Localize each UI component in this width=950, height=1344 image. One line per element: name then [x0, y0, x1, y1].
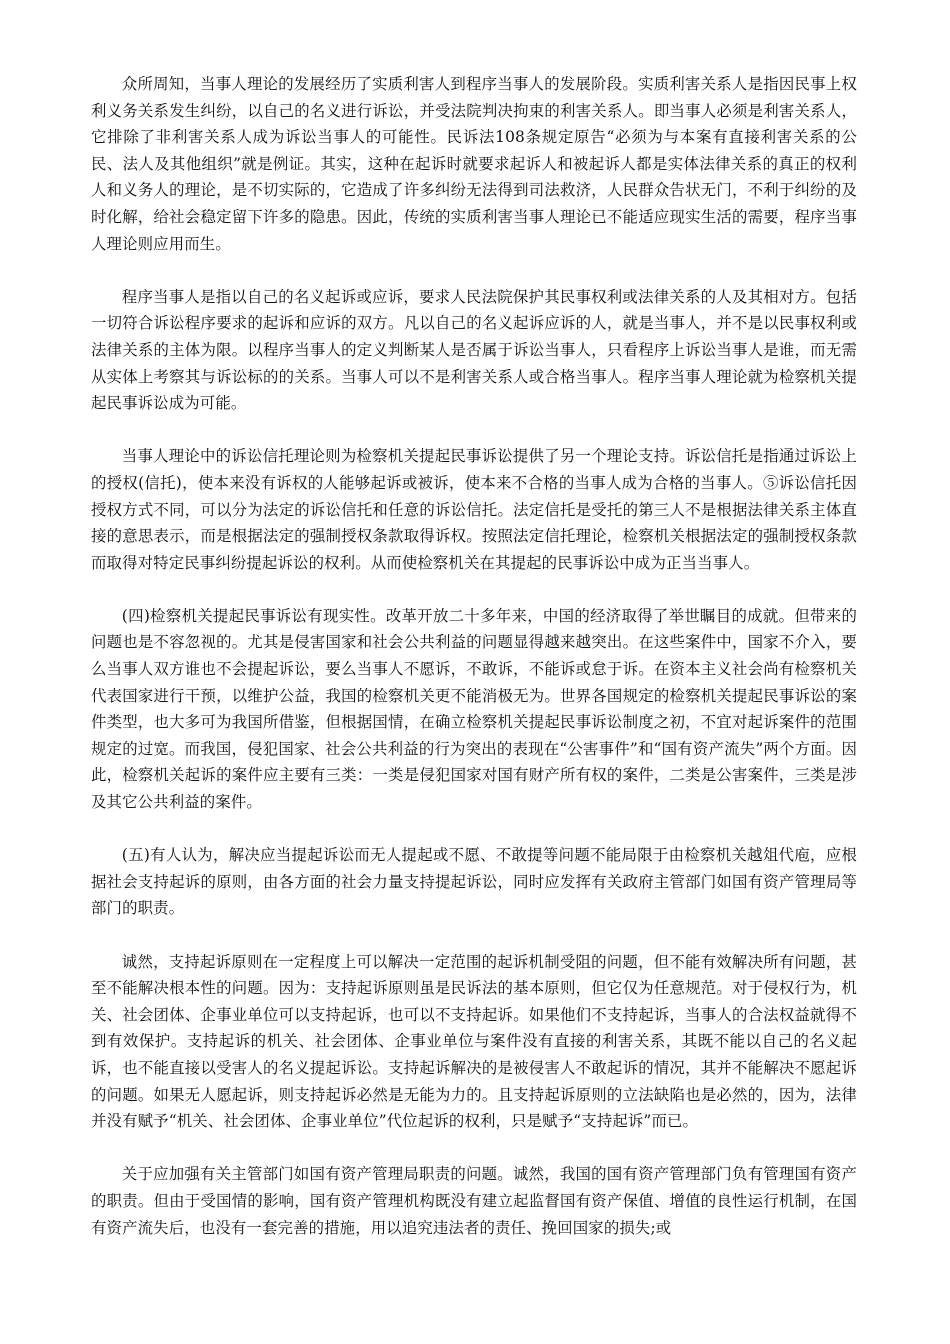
paragraph-7: 关于应加强有关主管部门如国有资产管理局职责的问题。诚然，我国的国有资产管理部门负有管理国有资产的职责。但由于受国情的影响，国有资产管理机构既没有建立起监督国有资产保值、增值的良性运行机制，在国有资产流失后，也没有一套完善的措施，用以追究违法者的责任、挽回国家的损失;或 [91, 1165, 857, 1237]
paragraph-4: (四)检察机关提起民事诉讼有现实性。改革开放二十多年来，中国的经济取得了举世瞩目的成就。但带来的问题也是不容忽视的。尤其是侵害国家和社会公共利益的问题显得越来越突出。在这些案件中，国家不介入，要么当事人双方谁也不会提起诉讼，要么当事人不愿诉，不敢诉，不能诉或怠于诉。在资本主义社会尚有检察机关代表国家进行干预，以维护公益，我国的检察机关更不能消极无为。世界各国规定的检察机关提起民事诉讼的案件类型，也大多可为我国所借鉴，但根据国情，在确立检察机关提起民事诉讼制度之初，不宜对起诉案件的范围规定的过宽。而我国，侵犯国家、社会公共利益的行为突出的表现在“公害事件”和“国有资产流失”两个方面。因此，检察机关起诉的案件应主要有三类：一类是侵犯国家对国有财产所有权的案件，二类是公害案件，三类是涉及其它公共利益的案件。 [91, 606, 857, 812]
paragraph-5: (五)有人认为，解决应当提起诉讼而无人提起或不愿、不敢提等问题不能局限于由检察机关越俎代庖，应根据社会支持起诉的原则，由各方面的社会力量支持提起诉讼，同时应发挥有关政府主管部门如国有资产管理局等部门的职责。 [91, 846, 857, 918]
paragraph-6: 诚然，支持起诉原则在一定程度上可以解决一定范围的起诉机制受阻的问题，但不能有效解决所有问题，甚至不能解决根本性的问题。因为：支持起诉原则虽是民诉法的基本原则，但它仅为任意规范。对于侵权行为，机关、社会团体、企事业单位可以支持起诉，也可以不支持起诉。如果他们不支持起诉，当事人的合法权益就得不到有效保护。支持起诉的机关、社会团体、企事业单位与案件没有直接的利害关系，其既不能以自己的名义起诉，也不能直接以受害人的名义提起诉讼。支持起诉解决的是被侵害人不敢起诉的情况，其并不能解决不愿起诉的问题。如果无人愿起诉，则支持起诉必然是无能为力的。且支持起诉原则的立法缺陷也是必然的，因为，法律并没有赋予“机关、社会团体、企事业单位”代位起诉的权利，只是赋予“支持起诉”而已。 [91, 952, 857, 1131]
document-page [91, 71, 857, 1268]
paragraph-2: 程序当事人是指以自己的名义起诉或应诉，要求人民法院保护其民事权利或法律关系的人及其相对方。包括一切符合诉讼程序要求的起诉和应诉的双方。凡以自己的名义起诉应诉的人，就是当事人，并不是以民事权利或法律关系的主体为限。以程序当事人的定义判断某人是否属于诉讼当事人，只看程序上诉讼当事人是谁，而无需从实体上考察其与诉讼标的的关系。当事人可以不是利害关系人或合格当事人。程序当事人理论就为检察机关提起民事诉讼成为可能。 [91, 287, 857, 413]
paragraph-3: 当事人理论中的诉讼信托理论则为检察机关提起民事诉讼提供了另一个理论支持。诉讼信托是指通过诉讼上的授权(信托)，使本来没有诉权的人能够起诉或被诉，使本来不合格的当事人成为合格的当事人。⑤诉讼信托因授权方式不同，可以分为法定的诉讼信托和任意的诉讼信托。法定信托是受托的第三人不是根据法律关系主体直接的意思表示，而是根据法定的强制授权条款取得诉权。按照法定信托理论，检察机关根据法定的强制授权条款而取得对特定民事纠纷提起诉讼的权利。从而使检察机关在其提起的民事诉讼中成为正当当事人。 [91, 447, 857, 572]
paragraph-1: 众所周知，当事人理论的发展经历了实质利害人到程序当事人的发展阶段。实质利害关系人是指因民事上权利义务关系发生纠纷，以自己的名义进行诉讼，并受法院判决拘束的利害关系人。即当事人必须是利害关系人，它排除了非利害关系人成为诉讼当事人的可能性。民诉法108条规定原告“必须为与本案有直接利害关系的公民、法人及其他组织”就是例证。其实，这种在起诉时就要求起诉人和被起诉人都是实体法律关系的真正的权利人和义务人的理论，是不切实际的，它造成了许多纠纷无法得到司法救济，人民群众告状无门，不利于纠纷的及时化解，给社会稳定留下许多的隐患。因此，传统的实质利害当事人理论已不能适应现实生活的需要，程序当事人理论则应用而生。 [91, 75, 857, 253]
